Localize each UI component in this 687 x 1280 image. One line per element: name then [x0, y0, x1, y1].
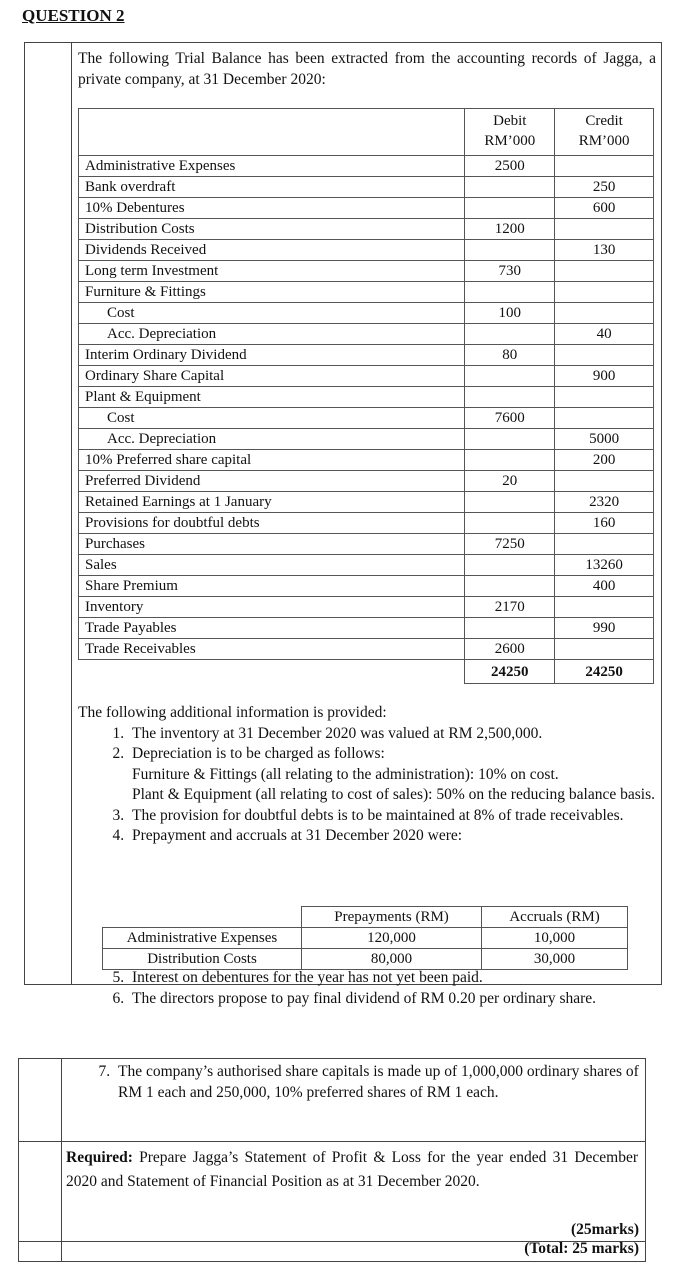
- prepay-row: Distribution Costs 80,000 30,000: [103, 949, 628, 970]
- total-credit: 24250: [555, 660, 654, 684]
- trial-balance-row: [79, 261, 654, 282]
- marks: (25marks): [570, 1221, 639, 1238]
- debit-amount: 7600: [465, 408, 555, 429]
- question-title: QUESTION 2: [22, 6, 125, 25]
- required-paragraph: [66, 1146, 638, 1194]
- required-text: Prepare Jagga’s Statement of Profit & Loss for the year ended 31 December 2020 and Statement of Financial Position as at 31 December 2020.: [66, 1149, 639, 1190]
- credit-header: Credit RM’000: [555, 109, 654, 156]
- account-name: Purchases: [79, 534, 465, 555]
- trial-balance-row: [79, 450, 654, 471]
- account-name: Ordinary Share Capital: [79, 366, 465, 387]
- account-name: Acc. Depreciation: [79, 324, 465, 345]
- debit-amount: [465, 177, 555, 198]
- trial-balance-total-row: [79, 660, 654, 684]
- credit-amount: [555, 408, 654, 429]
- debit-amount: 20: [465, 471, 555, 492]
- prepayments-accruals-table: [102, 906, 628, 970]
- info-item-3: 3. The provision for doubtful debts is to be maintained at 8% of trade receivables.: [128, 806, 656, 827]
- marks-block: [524, 1220, 639, 1258]
- credit-amount: [555, 303, 654, 324]
- account-name: Trade Receivables: [79, 639, 465, 660]
- additional-info-heading: The following additional information is provided:: [78, 704, 387, 721]
- debit-amount: 7250: [465, 534, 555, 555]
- credit-amount: 160: [555, 513, 654, 534]
- debit-amount: [465, 618, 555, 639]
- intro-paragraph: The following Trial Balance has been extracted from the accounting records of Jagga, a private company, at 31 December 2020:: [78, 50, 656, 88]
- account-name: Sales: [79, 555, 465, 576]
- prepay-row: Administrative Expenses 120,000 10,000: [103, 928, 628, 949]
- trial-balance-row: [79, 429, 654, 450]
- debit-amount: 1200: [465, 219, 555, 240]
- credit-amount: [555, 387, 654, 408]
- debit-amount: [465, 555, 555, 576]
- account-name: Provisions for doubtful debts: [79, 513, 465, 534]
- debit-amount: 2600: [465, 639, 555, 660]
- trial-balance-row: [79, 240, 654, 261]
- total-marks: (Total: 25 marks): [524, 1240, 639, 1257]
- account-name: Inventory: [79, 597, 465, 618]
- trial-balance-row: [79, 639, 654, 660]
- debit-header: Debit RM’000: [465, 109, 555, 156]
- credit-amount: 600: [555, 198, 654, 219]
- account-name: Interim Ordinary Dividend: [79, 345, 465, 366]
- credit-amount: [555, 156, 654, 177]
- row-divider: [19, 1141, 645, 1142]
- trial-balance-row: [79, 555, 654, 576]
- trial-balance-row: [79, 408, 654, 429]
- debit-amount: 100: [465, 303, 555, 324]
- credit-amount: [555, 534, 654, 555]
- debit-amount: [465, 198, 555, 219]
- trial-balance-row: [79, 618, 654, 639]
- trial-balance-row: [79, 177, 654, 198]
- prepayments-header: Prepayments (RM): [302, 907, 482, 928]
- debit-amount: [465, 282, 555, 303]
- trial-balance-row: [79, 156, 654, 177]
- info-item-6: 6. The directors propose to pay final dividend of RM 0.20 per ordinary share.: [128, 989, 656, 1010]
- credit-amount: [555, 471, 654, 492]
- account-name: Trade Payables: [79, 618, 465, 639]
- credit-amount: 13260: [555, 555, 654, 576]
- account-name: Administrative Expenses: [79, 156, 465, 177]
- account-name: Plant & Equipment: [79, 387, 465, 408]
- debit-amount: [465, 492, 555, 513]
- credit-amount: [555, 597, 654, 618]
- account-name: Bank overdraft: [79, 177, 465, 198]
- trial-balance-row: [79, 345, 654, 366]
- trial-balance-row: [79, 324, 654, 345]
- account-name: Share Premium: [79, 576, 465, 597]
- account-name: Distribution Costs: [79, 219, 465, 240]
- accruals-header: Accruals (RM): [482, 907, 628, 928]
- trial-balance-header: [79, 109, 654, 156]
- trial-balance-row: [79, 576, 654, 597]
- account-name: Long term Investment: [79, 261, 465, 282]
- info-item-1: 1. The inventory at 31 December 2020 was valued at RM 2,500,000.: [128, 724, 656, 745]
- trial-balance-row: [79, 282, 654, 303]
- debit-amount: [465, 513, 555, 534]
- debit-amount: 80: [465, 345, 555, 366]
- additional-info: [78, 703, 656, 847]
- trial-balance-row: [79, 198, 654, 219]
- credit-amount: 990: [555, 618, 654, 639]
- left-margin-column: [25, 43, 72, 984]
- credit-amount: 400: [555, 576, 654, 597]
- credit-amount: 250: [555, 177, 654, 198]
- required-label: Required:: [66, 1149, 133, 1166]
- debit-amount: [465, 429, 555, 450]
- trial-balance-row: [79, 597, 654, 618]
- account-name: Furniture & Fittings: [79, 282, 465, 303]
- trial-balance-row: [79, 534, 654, 555]
- debit-amount: 2500: [465, 156, 555, 177]
- account-name: Dividends Received: [79, 240, 465, 261]
- trial-balance-row: [79, 513, 654, 534]
- trial-balance-row: [79, 471, 654, 492]
- info-item-2-furniture: Furniture & Fittings (all relating to the administration): 10% on cost.: [132, 765, 559, 783]
- info-item-5: 5. Interest on debentures for the year has not yet been paid.: [128, 968, 656, 989]
- debit-amount: [465, 324, 555, 345]
- prepay-header-row: [103, 907, 628, 928]
- credit-amount: 900: [555, 366, 654, 387]
- credit-amount: 40: [555, 324, 654, 345]
- credit-amount: 2320: [555, 492, 654, 513]
- debit-amount: [465, 366, 555, 387]
- total-debit: 24250: [465, 660, 555, 684]
- trial-balance-row: [79, 492, 654, 513]
- account-name: 10% Debentures: [79, 198, 465, 219]
- info-item-4: 4. Prepayment and accruals at 31 December 2020 were:: [128, 826, 656, 847]
- debit-amount: [465, 387, 555, 408]
- account-name: Cost: [79, 408, 465, 429]
- credit-amount: [555, 639, 654, 660]
- info-item-2-plant: Plant & Equipment (all relating to cost of sales): 50% on the reducing balance basis.: [132, 786, 655, 803]
- trial-balance-table: [78, 108, 654, 684]
- info-item-2: 2. Depreciation is to be charged as follows: Furniture & Fittings (all relating to the administration): 10% on cost. Plant & Equipment (all relating to cost of sales): 50% on the reducing balance basis.: [128, 744, 656, 806]
- trial-balance-row: [79, 387, 654, 408]
- credit-amount: [555, 345, 654, 366]
- left-margin-column-2: [19, 1059, 62, 1261]
- credit-amount: [555, 219, 654, 240]
- debit-amount: [465, 450, 555, 471]
- account-name: 10% Preferred share capital: [79, 450, 465, 471]
- account-name: Retained Earnings at 1 January: [79, 492, 465, 513]
- debit-amount: 2170: [465, 597, 555, 618]
- account-name: Acc. Depreciation: [79, 429, 465, 450]
- debit-amount: [465, 240, 555, 261]
- trial-balance-row: [79, 366, 654, 387]
- debit-amount: 730: [465, 261, 555, 282]
- credit-amount: [555, 261, 654, 282]
- account-name: Cost: [79, 303, 465, 324]
- debit-amount: [465, 576, 555, 597]
- credit-amount: 130: [555, 240, 654, 261]
- credit-amount: [555, 282, 654, 303]
- info-item-7: 7. The company’s authorised share capitals is made up of 1,000,000 ordinary shares of RM 1 each and 250,000, 10% preferred shares of RM 1 each.: [94, 1061, 642, 1103]
- trial-balance-row: [79, 219, 654, 240]
- additional-info-continued: [78, 968, 656, 1009]
- credit-amount: 5000: [555, 429, 654, 450]
- trial-balance-row: [79, 303, 654, 324]
- account-name: Preferred Dividend: [79, 471, 465, 492]
- credit-amount: 200: [555, 450, 654, 471]
